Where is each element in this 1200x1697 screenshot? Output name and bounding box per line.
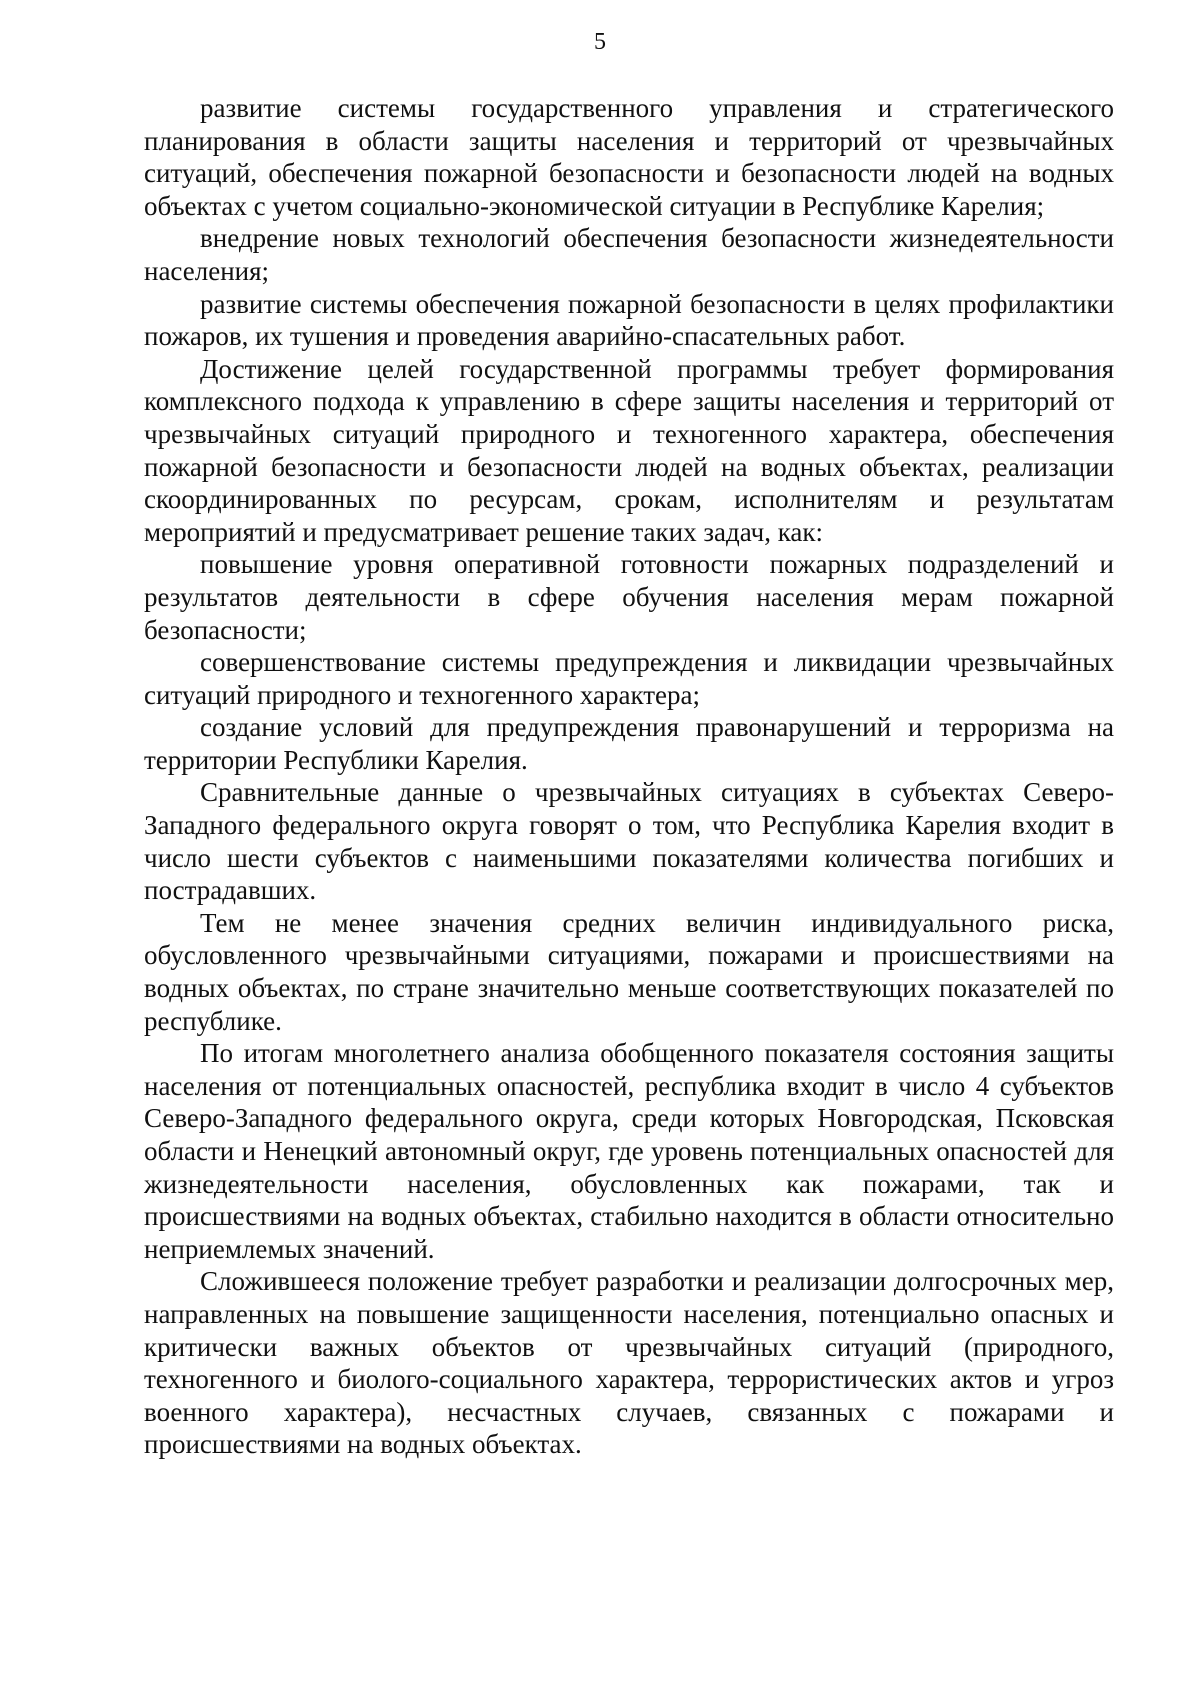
paragraph-goal-governance: развитие системы государственного управления и стратегического планирования в области защиты населения и территорий от чрезвычайных ситуаций, обеспечения пожарной безопасности и безопасности людей на водных объектах с учетом социально-экономической ситуации в Республике Карелия;: [144, 93, 1114, 221]
paragraph-individual-risk: Тем не менее значения средних величин индивидуального риска, обусловленного чрезвычайными ситуациями, пожарами и происшествиями на водных объектах, по стране значительно меньше соответствующих показателей по республике.: [144, 907, 1114, 1036]
paragraph-program-approach: Достижение целей государственной программы требует формирования комплексного подхода к управлению в сфере защиты населения и территорий от чрезвычайных ситуаций природного и техногенного характера, обеспечения пожарной безопасности и безопасности людей на водных объектах, реализации скоординированных по ресурсам, срокам, исполнителям и результатам мероприятий и предусматривает решение таких задач, как:: [144, 353, 1114, 547]
paragraph-comparative-data: Сравнительные данные о чрезвычайных ситуациях в субъектах Северо-Западного федерального округа говорят о том, что Республика Карелия входит в число шести субъектов с наименьшими показателями количества погибших и пострадавших.: [144, 777, 1114, 906]
paragraph-long-term-measures: Сложившееся положение требует разработки и реализации долгосрочных мер, направленных на повышение защищенности населения, потенциально опасных и критически важных объектов от чрезвычайных ситуаций (природного, техногенного и биолого-социального характера, террористических актов и угроз военного характера), несчастных случаев, связанных с пожарами и происшествиями на водных объектах.: [144, 1266, 1114, 1460]
document-body: [144, 92, 1114, 1461]
paragraph-task-emergency-prevention: совершенствование системы предупреждения и ликвидации чрезвычайных ситуаций природного и техногенного характера;: [144, 647, 1114, 710]
paragraph-task-terrorism-prevention: создание условий для предупреждения правонарушений и терроризма на территории Республики Карелия.: [144, 712, 1114, 775]
paragraph-goal-technologies: внедрение новых технологий обеспечения безопасности жизнедеятельности населения;: [144, 223, 1114, 286]
paragraph-goal-fire-safety: развитие системы обеспечения пожарной безопасности в целях профилактики пожаров, их тушения и проведения аварийно-спасательных работ.: [144, 288, 1114, 352]
page-number: 5: [594, 29, 606, 55]
paragraph-task-readiness: повышение уровня оперативной готовности пожарных подразделений и результатов деятельности в сфере обучения населения мерам пожарной безопасности;: [144, 549, 1114, 645]
paragraph-long-term-analysis: По итогам многолетнего анализа обобщенного показателя состояния защиты населения от потенциальных опасностей, республика входит в число 4 субъектов Северо-Западного федерального округа, среди которых Новгородская, Псковская области и Ненецкий автономный округ, где уровень потенциальных опасностей для жизнедеятельности населения, обусловленных как пожарами, так и происшествиями на водных объектах, стабильно находится в области относительно неприемлемых значений.: [144, 1038, 1114, 1264]
